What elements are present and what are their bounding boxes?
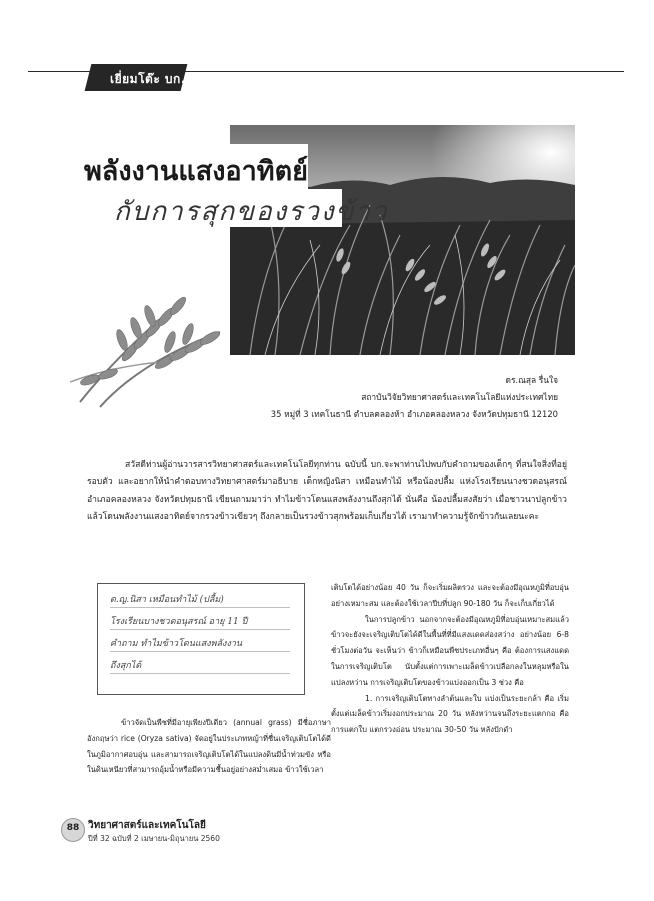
body-paragraph: ในการปลูกข้าว นอกจากจะต้องมีอุณหภูมิที่อบอุ่นเหมาะสมแล้ว ข้าวจะยังจะเจริญเติบโตได้ดีในพื้นที่ที่มีแสงแดดส่องสว่าง อย่างน้อย 6-8 ชั่วโมงต่อวัน จะเห็นว่า ข้าวก็เหมือนพืชประเภทอื่นๆ คือ ต้องการแสงแดดในการเจริญเติบโต นับตั้งแต่การเพาะเมล็ดข้าวเปลือกลงในหลุมหรือในแปลงหว่าน การเจริญเติบโตของข้าวแบ่งออกเป็น 3 ช่วง คือ (331, 614, 569, 687)
issue-info: ปีที่ 32 ฉบับที่ 2 เมษายน-มิถุนายน 2560 (88, 834, 220, 843)
magazine-title: วิทยาศาสตร์และเทคโนโลยี (88, 820, 206, 831)
article-title: พลังงานแสงอาทิตย์ (84, 156, 308, 187)
ruled-line (110, 651, 290, 652)
body-paragraph: เติบโตได้อย่างน้อย 40 วัน ก็จะเริ่มผลิตรวง และจะต้องมีอุณหภูมิที่อบอุ่นอย่างเหมาะสม และต้องใช้เวลาปีบที่ปลูก 90-180 วัน ก็จะเก็บเกี่ยวได้ (331, 583, 569, 608)
article-subtitle: กับการสุกของรวงข้าว (114, 197, 389, 227)
letter-line: ถึงสุกได้ (110, 661, 142, 671)
body-column-left (87, 715, 331, 778)
rice-stalk-icon (70, 262, 250, 412)
letter-line: ด.ญ.นิสา เหมือนทำไม้ (ปลื้ม) (110, 595, 224, 605)
section-label: เยี่ยมโต๊ะ บก. (110, 72, 186, 86)
body-column-right (331, 580, 569, 738)
author-address: 35 หมู่ที่ 3 เทคโนธานี ตำบลคลองห้า อำเภอคลองหลวง จังหวัดปทุมธานี 12120 (270, 409, 558, 419)
body-paragraph: ข้าวจัดเป็นพืชที่มีอายุเพียงปีเดียว (annual grass) มีชื่อภาษาอังกฤษว่า rice (Oryza sativa) จัดอยู่ในประเภทหญ้าที่ชื่นเจริญเติบโตได้ดี ในภูมิอากาศอบอุ่น และสามารถเจริญเติบโตได้ในแปลงดินมีน้ำท่วมขัง หรือในดินเหนียวที่สามารถอุ้มน้ำหรือมีความชื้นอยู่อย่างสม่ำเสมอ ข้าวใช้เวลา (87, 718, 331, 775)
ruled-line (110, 607, 290, 608)
intro-paragraph: สวัสดีท่านผู้อ่านวารสารวิทยาศาสตร์และเทคโนโลยีทุกท่าน ฉบับนี้ บก.จะพาท่านไปพบกับคำถามของเด็กๆ ที่สนใจสิ่งที่อยู่รอบตัว และอยากให้นำคำตอบทางวิทยาศาสตร์มาอธิบาย เด็กหญิงนิสา เหมือนทำไม้ หรือน้องปลื้ม แห่งโรงเรียนนางชวดอนุสรณ์ อำเภอคลองหลวง จังหวัดปทุมธานี เขียนถามมาว่า ทำไมข้าวโดนแสงพลังงานถึงสุกได้ นั่นคือ น้องปลื้มสงสัยว่า เมื่อชาวนาปลูกข้าวแล้วโดนพลังงานแสงอาทิตย์จากรวงข้าวเขียวๆ ถึงกลายเป็นรวงข้าวสุกพร้อมเก็บเกี่ยวได้ เรามาทำความรู้จักข้าวกันเลยนะคะ (87, 460, 567, 523)
letter-line: คำถาม ทำไมข้าวโดนแสงพลังงาน (110, 639, 243, 649)
ruled-line (110, 629, 290, 630)
handwritten-letter (97, 583, 305, 695)
author-block (271, 372, 558, 423)
author-name: ดร.ณสุล รื่นใจ (505, 375, 558, 385)
body-paragraph: 1. การเจริญเติบโตทางลำต้นและใบ แบ่งเป็นระยะกล้า คือ เริ่มตั้งแต่เมล็ดข้าวเริ่มงอกประมาณ 20 วัน หลังหว่านจนถึงระยะแตกกอ คือ การแตกใบ แตกรวงอ่อน ประมาณ 30-50 วัน หลังปักดำ (331, 693, 569, 735)
author-affiliation: สถาบันวิจัยวิทยาศาสตร์และเทคโนโลยีแห่งประเทศไทย (361, 392, 558, 402)
letter-line: โรงเรียนบางชวดอนุสรณ์ อายุ 11 ปี (110, 617, 248, 627)
page-number: 88 (66, 823, 80, 833)
ruled-line (110, 673, 290, 674)
